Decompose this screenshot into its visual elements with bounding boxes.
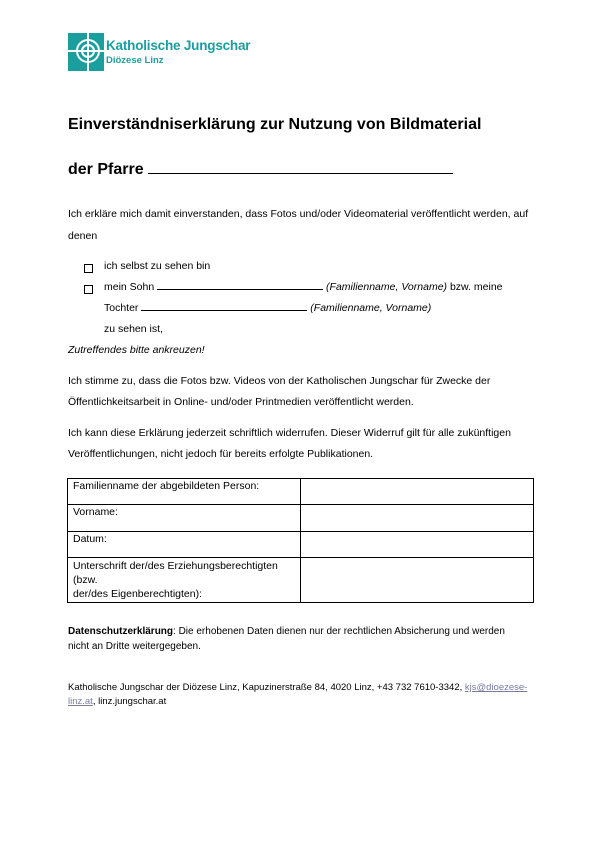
row-label: Vorname:: [68, 505, 301, 532]
row-label: Datum:: [68, 532, 301, 558]
option-son-suffix: bzw. meine: [449, 281, 503, 293]
organization-logo: [68, 33, 251, 73]
son-name-hint: (Familienname, Vorname): [326, 281, 448, 293]
intro-line-2: denen: [68, 230, 98, 242]
table-row: [68, 479, 534, 505]
checkbox-self[interactable]: [84, 264, 93, 273]
first-name-field[interactable]: [301, 505, 534, 532]
logo-subtitle: Diözese Linz: [106, 55, 164, 66]
privacy-statement: [68, 624, 505, 654]
revoke-line-1: Ich kann diese Erklärung jederzeit schriftlich widerrufen. Dieser Widerruf gilt für alle zukünftigen: [68, 427, 511, 439]
consent-form-table: [67, 478, 534, 603]
signature-label-line-2: der/des Eigenberechtigten):: [73, 588, 202, 600]
parish-label: der Pfarre: [68, 161, 144, 178]
signature-label-line-1: Unterschrift der/des Erziehungsberechtigten (bzw.: [73, 560, 278, 586]
instruction-text: Zutreffendes bitte ankreuzen!: [68, 344, 205, 356]
privacy-heading: Datenschutzerklärung: [68, 626, 174, 637]
email-link[interactable]: kjs@dioezese-: [464, 682, 528, 693]
consent-line-2: Öffentlichkeitsarbeit in Online- und/oder Printmedien veröffentlicht werden.: [68, 396, 414, 408]
row-label: Familienname der abgebildeten Person:: [68, 479, 301, 505]
daughter-name-hint: (Familienname, Vorname): [310, 302, 432, 314]
revoke-line-2: Veröffentlichungen, nicht jedoch für bereits erfolgte Publikationen.: [68, 448, 374, 460]
option-visible-text: zu sehen ist,: [104, 323, 163, 335]
footer-contact: [68, 681, 527, 709]
privacy-text-1: : Die erhobenen Daten dienen nur der rechtlichen Absicherung und werden: [173, 626, 505, 637]
signature-field[interactable]: [301, 558, 534, 603]
privacy-text-2: nicht an Dritte weitergegeben.: [68, 641, 201, 652]
option-son-label: mein Sohn: [104, 281, 155, 293]
footer-address: Katholische Jungschar der Diözese Linz, Kapuzinerstraße 84, 4020 Linz, +43 732 7610-3342,: [68, 682, 465, 693]
intro-line-1: Ich erkläre mich damit einverstanden, dass Fotos und/oder Videomaterial veröffentlicht werden, auf: [68, 208, 529, 220]
option-self-label: ich selbst zu sehen bin: [104, 260, 211, 272]
table-row: [68, 532, 534, 558]
daughter-name-blank[interactable]: [141, 301, 307, 311]
document-title: Einverständniserklärung zur Nutzung von Bildmaterial: [68, 116, 482, 133]
footer-website: , linz.jungschar.at: [92, 696, 167, 707]
consent-line-1: Ich stimme zu, dass die Fotos bzw. Videos von der Katholischen Jungschar für Zwecke der: [68, 375, 491, 387]
checkbox-child[interactable]: [84, 285, 93, 294]
son-name-blank[interactable]: [157, 280, 323, 290]
parish-line: [68, 159, 453, 179]
logo-mark-icon: [68, 33, 104, 71]
table-row: [68, 505, 534, 532]
logo-title: Katholische Jungschar: [106, 38, 251, 53]
row-label-signature: [68, 558, 301, 603]
parish-blank-field[interactable]: [148, 159, 453, 174]
option-daughter-label: Tochter: [104, 302, 139, 314]
table-row: [68, 558, 534, 603]
date-field[interactable]: [301, 532, 534, 558]
email-link-continued[interactable]: linz.at: [68, 696, 93, 707]
family-name-field[interactable]: [301, 479, 534, 505]
option-son-line: [104, 276, 503, 298]
option-daughter-line: [104, 297, 431, 319]
